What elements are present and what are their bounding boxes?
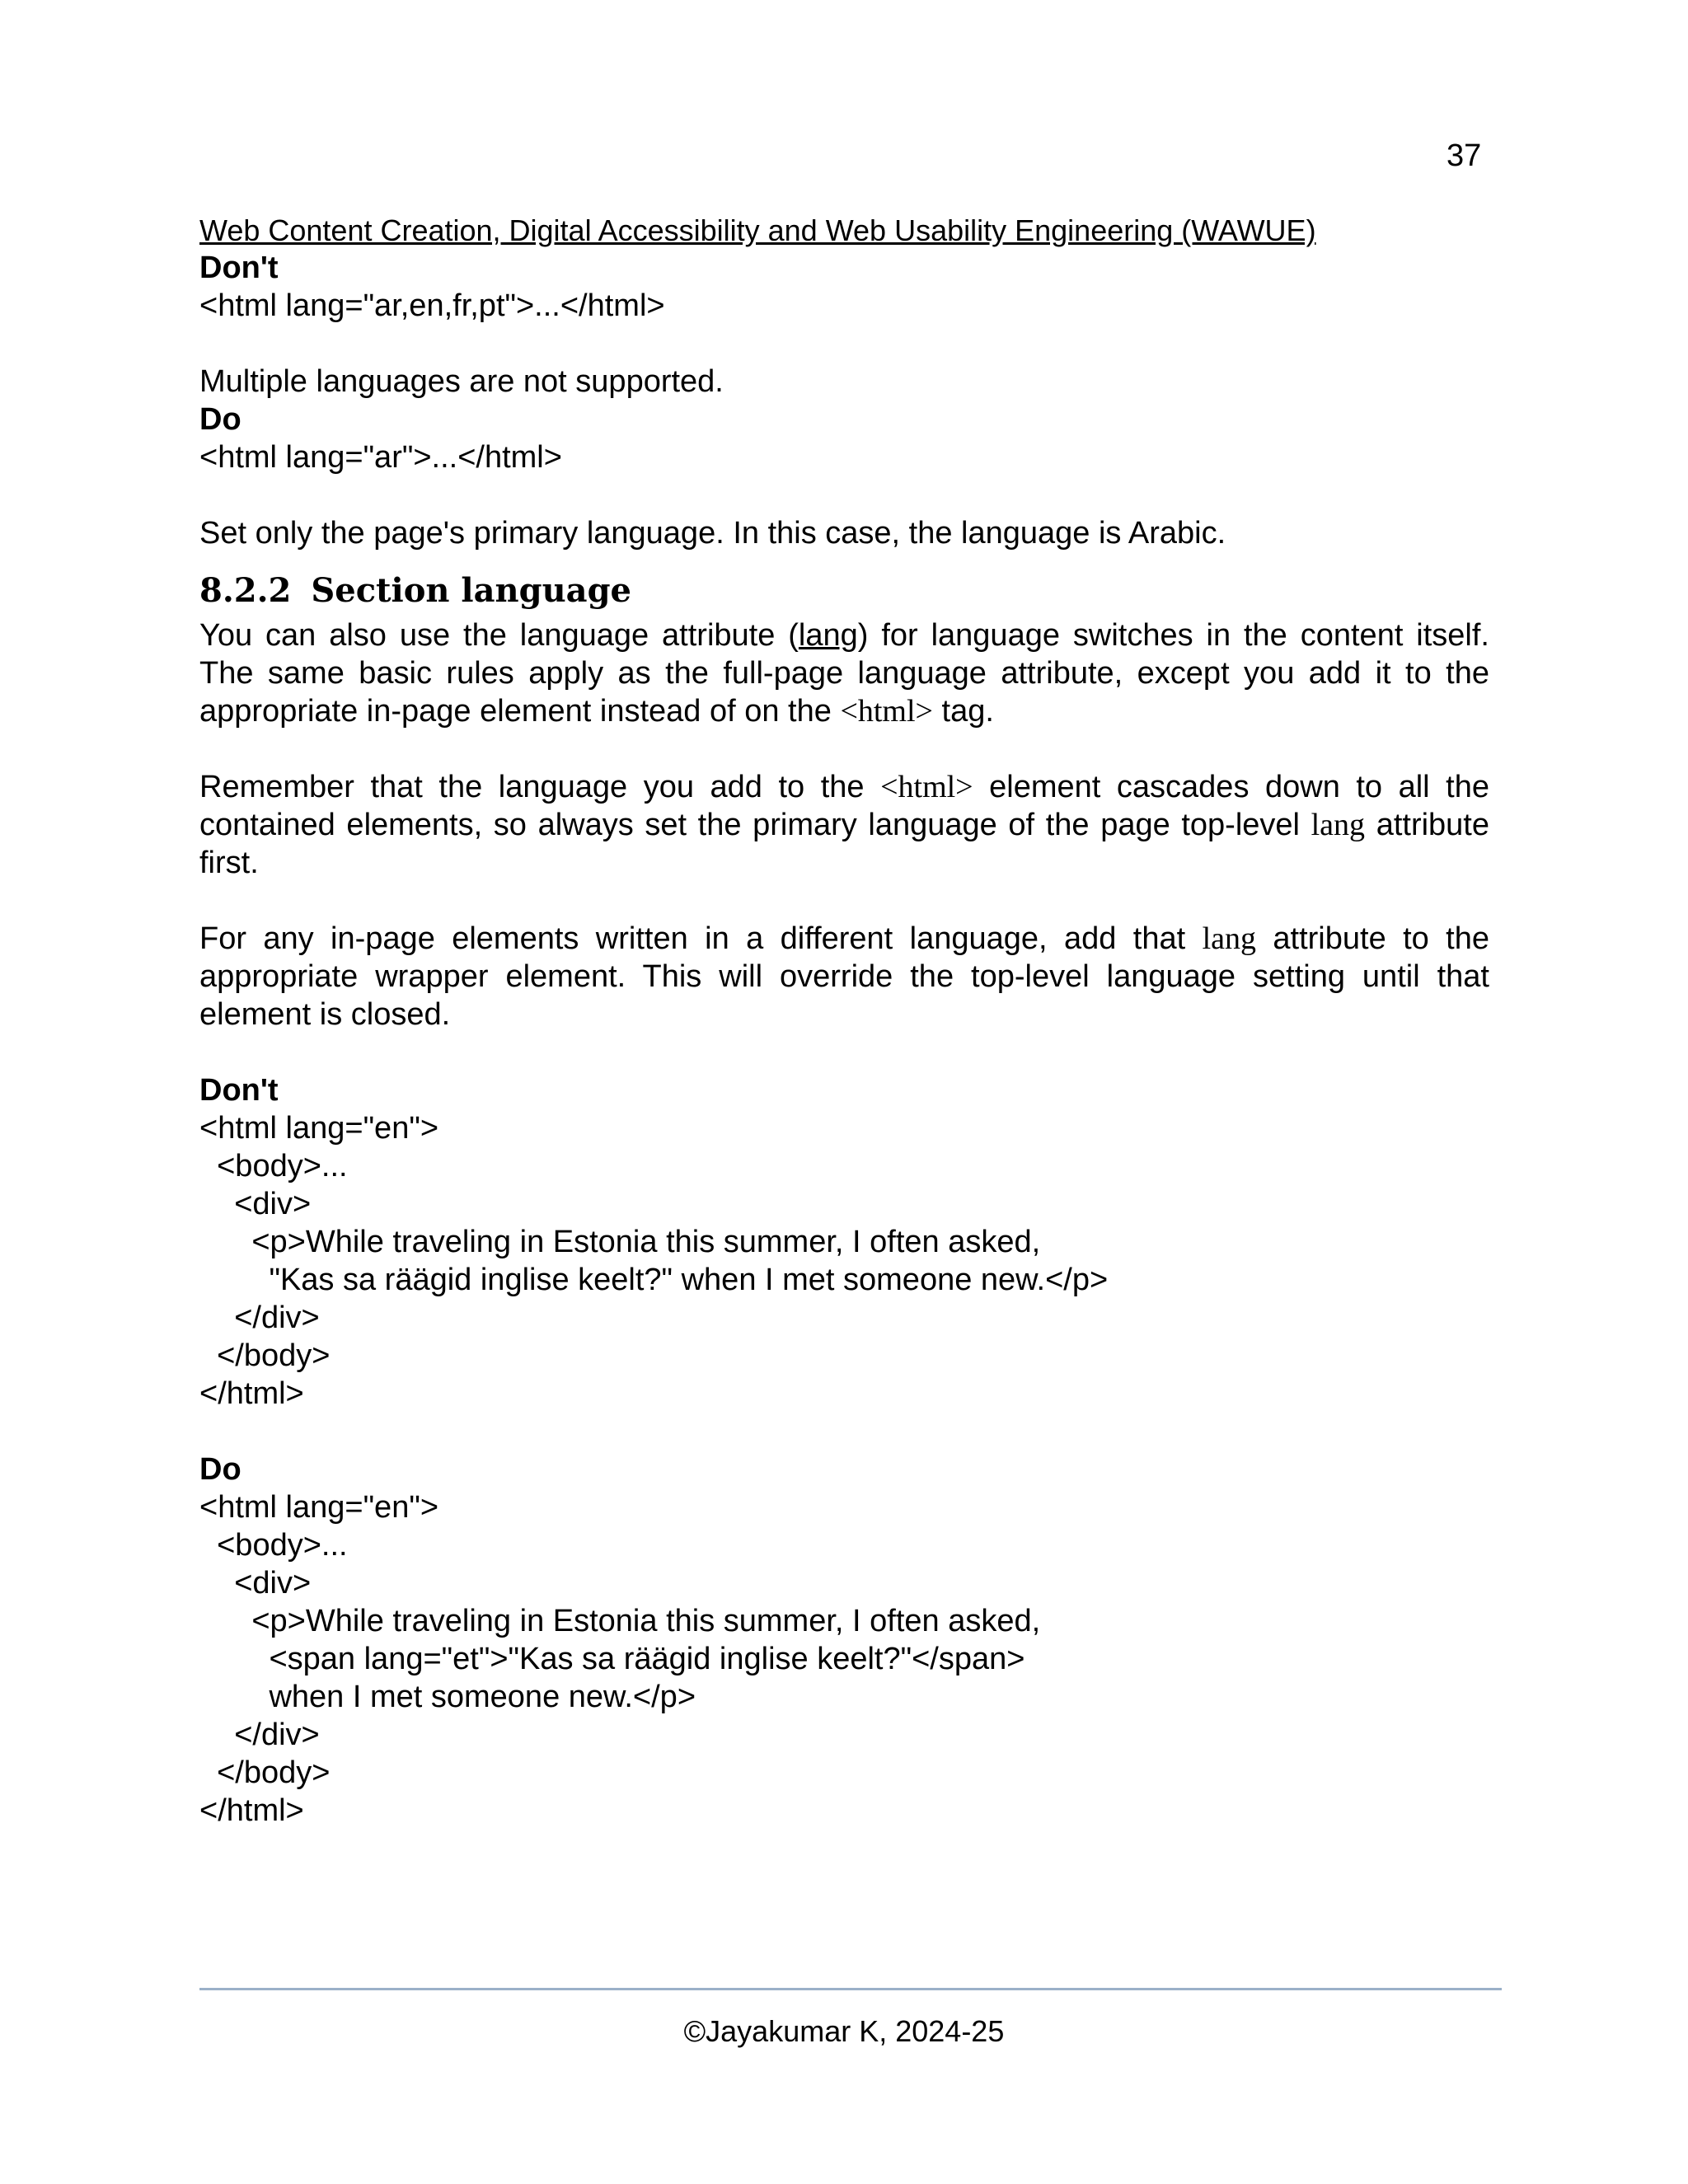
paragraph-lang-attribute	[199, 616, 1489, 730]
para3-text-after: attribute to the appropriate wrapper element. This will override the top-level language setting until that element is closed.	[199, 921, 1490, 1032]
code-line: </html>	[199, 1376, 304, 1411]
para2-text-after: attribute first.	[199, 808, 1489, 880]
inline-code-html: <html>	[880, 770, 973, 804]
footer-copyright: ©Jayakumar K, 2024-25	[683, 2014, 1005, 2048]
example-do-label: Do	[199, 1452, 241, 1487]
lang-link[interactable]: lang	[798, 618, 858, 653]
para1-text-before: You can also use the language attribute (	[199, 618, 799, 653]
inline-code-html: <html>	[840, 694, 933, 729]
inline-code-lang: lang	[1202, 921, 1256, 956]
example-do-code	[199, 1488, 1489, 1830]
code-line: <body>...	[199, 1528, 348, 1563]
spacer	[199, 730, 1489, 768]
footer-divider	[199, 1988, 1502, 1990]
top-do-code: <html lang="ar">...</html>	[199, 440, 562, 475]
page-content	[199, 213, 1489, 1830]
example-dont-code	[199, 1109, 1489, 1413]
para2-text-before: Remember that the language you add to the	[199, 770, 881, 804]
code-line: </html>	[199, 1793, 304, 1828]
spacer	[199, 476, 1489, 514]
code-line: when I met someone new.</p>	[199, 1680, 696, 1714]
spacer	[199, 1413, 1489, 1451]
spacer	[199, 1033, 1489, 1071]
top-do-label: Do	[199, 402, 241, 437]
top-dont-code: <html lang="ar,en,fr,pt">...</html>	[199, 288, 665, 323]
section-number: 8.2.2	[199, 571, 292, 610]
code-line: </div>	[199, 1718, 320, 1752]
code-line: <html lang="en">	[199, 1111, 439, 1146]
para1-text-after: tag.	[932, 694, 994, 729]
code-line: "Kas sa räägid inglise keelt?" when I met someone new.</p>	[199, 1263, 1109, 1297]
spacer	[199, 325, 1489, 363]
paragraph-in-page-elements	[199, 920, 1489, 1033]
code-line: <p>While traveling in Estonia this summer, I often asked,	[199, 1604, 1041, 1638]
paragraph-cascade	[199, 768, 1489, 882]
para1-text-middle: ) for language switches in the content itself. The same basic rules apply as the full-page language attribute, except you add it to the appropriate in-page element instead of on the	[199, 618, 1489, 729]
code-line: </body>	[199, 1338, 331, 1373]
top-do-note: Set only the page's primary language. In this case, the language is Arabic.	[199, 516, 1226, 551]
code-line: </body>	[199, 1755, 331, 1790]
top-dont-note: Multiple languages are not supported.	[199, 364, 724, 399]
code-line: <span lang="et">"Kas sa räägid inglise keelt?"</span>	[199, 1642, 1025, 1676]
section-heading	[199, 567, 1489, 615]
code-line: <div>	[199, 1566, 312, 1601]
top-dont-label: Don't	[199, 251, 279, 285]
example-dont-label: Don't	[199, 1073, 279, 1108]
code-line: <html lang="en">	[199, 1490, 439, 1525]
section-title: Section language	[311, 571, 631, 610]
code-line: <body>...	[199, 1149, 348, 1183]
page-number: 37	[1447, 138, 1482, 173]
inline-code-lang: lang	[1311, 808, 1366, 842]
para2-text-middle: element cascades down to all the contained elements, so always set the primary language of the page top-level	[199, 770, 1489, 842]
para3-text-before: For any in-page elements written in a different language, add that	[199, 921, 1203, 956]
code-line: <p>While traveling in Estonia this summer, I often asked,	[199, 1225, 1041, 1259]
code-line: <div>	[199, 1187, 312, 1221]
running-head: Web Content Creation, Digital Accessibility and Web Usability Engineering (WAWUE)	[199, 213, 1316, 247]
spacer	[199, 882, 1489, 920]
code-line: </div>	[199, 1301, 320, 1335]
